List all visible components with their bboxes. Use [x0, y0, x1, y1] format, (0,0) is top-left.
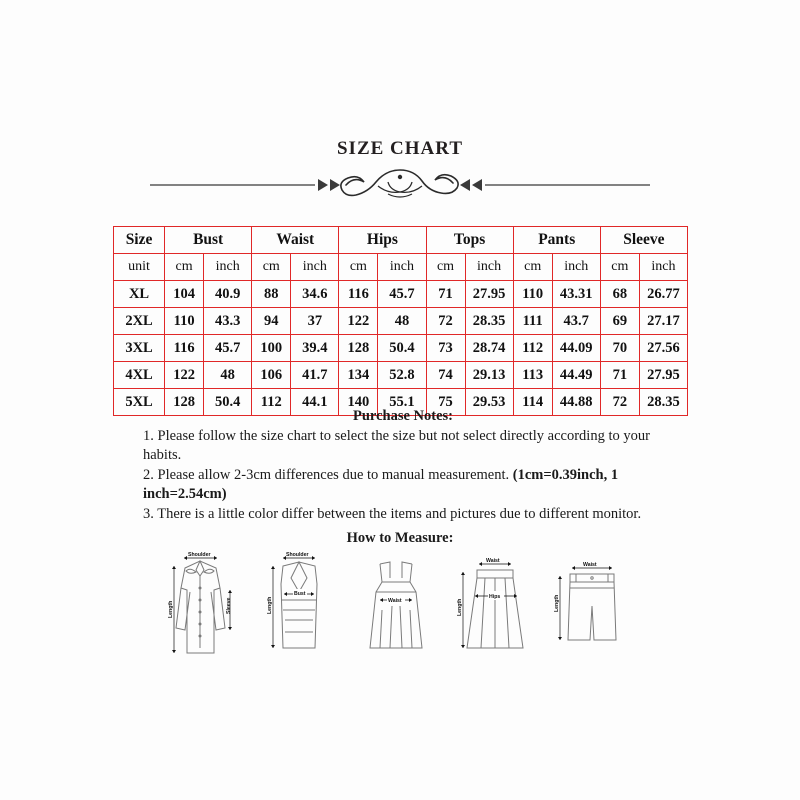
cell: 88	[252, 281, 291, 308]
unit-pants-inch: inch	[552, 254, 600, 281]
unit-hips-cm: cm	[339, 254, 378, 281]
table-header-row	[114, 227, 688, 254]
cell: 100	[252, 335, 291, 362]
cell: 48	[204, 362, 252, 389]
cell: 27.56	[639, 335, 687, 362]
figure-camisole	[267, 552, 317, 648]
cell: 69	[600, 308, 639, 335]
svg-text:Shoulder: Shoulder	[188, 552, 211, 558]
cell: 45.7	[204, 335, 252, 362]
cell: 73	[426, 335, 465, 362]
svg-text:Bust: Bust	[294, 591, 306, 597]
cell: 41.7	[291, 362, 339, 389]
table-row	[114, 362, 688, 389]
cell: 112	[513, 335, 552, 362]
cell: 116	[165, 335, 204, 362]
cell: 34.6	[291, 281, 339, 308]
header-size: Size	[114, 227, 165, 254]
unit-tops-inch: inch	[465, 254, 513, 281]
unit-pants-cm: cm	[513, 254, 552, 281]
cell: 27.17	[639, 308, 687, 335]
figure-shorts	[554, 562, 616, 640]
svg-text:Shoulder: Shoulder	[286, 552, 309, 558]
figure-blouse	[168, 552, 232, 653]
cell: 44.1	[291, 389, 339, 416]
header-sleeve: Sleeve	[600, 227, 687, 254]
cell: 44.09	[552, 335, 600, 362]
unit-tops-cm: cm	[426, 254, 465, 281]
cell: 39.4	[291, 335, 339, 362]
how-to-measure-figures	[160, 548, 660, 673]
purchase-note-2-conversion: (1cm=0.39inch, 1 inch=2.54cm)	[143, 467, 619, 502]
svg-text:Length: Length	[457, 598, 463, 616]
header-pants: Pants	[513, 227, 600, 254]
cell: 26.77	[639, 281, 687, 308]
row-size: 4XL	[114, 362, 165, 389]
size-chart-table-wrapper	[113, 226, 688, 416]
cell: 110	[513, 281, 552, 308]
purchase-note-3: 3. There is a little color differ between the items and pictures due to different monitor.	[143, 506, 642, 522]
row-size: 5XL	[114, 389, 165, 416]
cell: 28.35	[639, 389, 687, 416]
cell: 140	[339, 389, 378, 416]
svg-text:Length: Length	[267, 596, 273, 614]
cell: 50.4	[378, 335, 426, 362]
unit-waist-cm: cm	[252, 254, 291, 281]
purchase-notes	[143, 408, 663, 525]
table-row	[114, 335, 688, 362]
cell: 134	[339, 362, 378, 389]
cell: 29.13	[465, 362, 513, 389]
cell: 40.9	[204, 281, 252, 308]
row-size: 3XL	[114, 335, 165, 362]
cell: 37	[291, 308, 339, 335]
cell: 52.8	[378, 362, 426, 389]
cell: 44.88	[552, 389, 600, 416]
cell: 50.4	[204, 389, 252, 416]
unit-sleeve-cm: cm	[600, 254, 639, 281]
cell: 28.74	[465, 335, 513, 362]
unit-waist-inch: inch	[291, 254, 339, 281]
unit-sleeve-inch: inch	[639, 254, 687, 281]
svg-text:Hips: Hips	[489, 594, 501, 600]
cell: 43.31	[552, 281, 600, 308]
cell: 113	[513, 362, 552, 389]
row-size: 2XL	[114, 308, 165, 335]
cell: 27.95	[465, 281, 513, 308]
svg-text:Sleeve: Sleeve	[226, 597, 232, 614]
purchase-note-1: 1. Please follow the size chart to select the size but not select directly according to your habits.	[143, 428, 650, 463]
cell: 114	[513, 389, 552, 416]
svg-text:Waist: Waist	[486, 558, 500, 564]
cell: 43.3	[204, 308, 252, 335]
header-tops: Tops	[426, 227, 513, 254]
cell: 104	[165, 281, 204, 308]
ornamental-divider	[150, 168, 650, 202]
cell: 110	[165, 308, 204, 335]
cell: 28.35	[465, 308, 513, 335]
cell: 128	[165, 389, 204, 416]
svg-text:Length: Length	[554, 594, 560, 612]
cell: 29.53	[465, 389, 513, 416]
cell: 106	[252, 362, 291, 389]
svg-text:Waist: Waist	[388, 598, 402, 604]
purchase-note-2	[143, 466, 663, 504]
unit-hips-inch: inch	[378, 254, 426, 281]
cell: 94	[252, 308, 291, 335]
cell: 48	[378, 308, 426, 335]
cell: 55.1	[378, 389, 426, 416]
cell: 70	[600, 335, 639, 362]
cell: 43.7	[552, 308, 600, 335]
cell: 72	[600, 389, 639, 416]
row-size: XL	[114, 281, 165, 308]
cell: 111	[513, 308, 552, 335]
cell: 27.95	[639, 362, 687, 389]
cell: 122	[339, 308, 378, 335]
cell: 122	[165, 362, 204, 389]
cell: 72	[426, 308, 465, 335]
svg-text:Waist: Waist	[583, 562, 597, 568]
header-bust: Bust	[165, 227, 252, 254]
size-chart-table	[113, 226, 688, 416]
cell: 116	[339, 281, 378, 308]
unit-label: unit	[114, 254, 165, 281]
cell: 68	[600, 281, 639, 308]
table-unit-row	[114, 254, 688, 281]
purchase-notes-heading: Purchase Notes:	[352, 408, 453, 424]
purchase-note-2-text: 2. Please allow 2-3cm differences due to manual measurement.	[143, 467, 513, 483]
cell: 44.49	[552, 362, 600, 389]
cell: 74	[426, 362, 465, 389]
svg-text:Length: Length	[168, 600, 174, 618]
table-row	[114, 308, 688, 335]
header-hips: Hips	[339, 227, 426, 254]
cell: 71	[426, 281, 465, 308]
figure-dress	[370, 562, 422, 648]
unit-bust-cm: cm	[165, 254, 204, 281]
unit-bust-inch: inch	[204, 254, 252, 281]
figure-skirt	[457, 558, 523, 648]
cell: 71	[600, 362, 639, 389]
table-row	[114, 281, 688, 308]
cell: 128	[339, 335, 378, 362]
header-waist: Waist	[252, 227, 339, 254]
cell: 75	[426, 389, 465, 416]
cell: 45.7	[378, 281, 426, 308]
how-to-measure-heading: How to Measure:	[346, 530, 454, 546]
page-title: SIZE CHART	[336, 138, 463, 159]
cell: 112	[252, 389, 291, 416]
